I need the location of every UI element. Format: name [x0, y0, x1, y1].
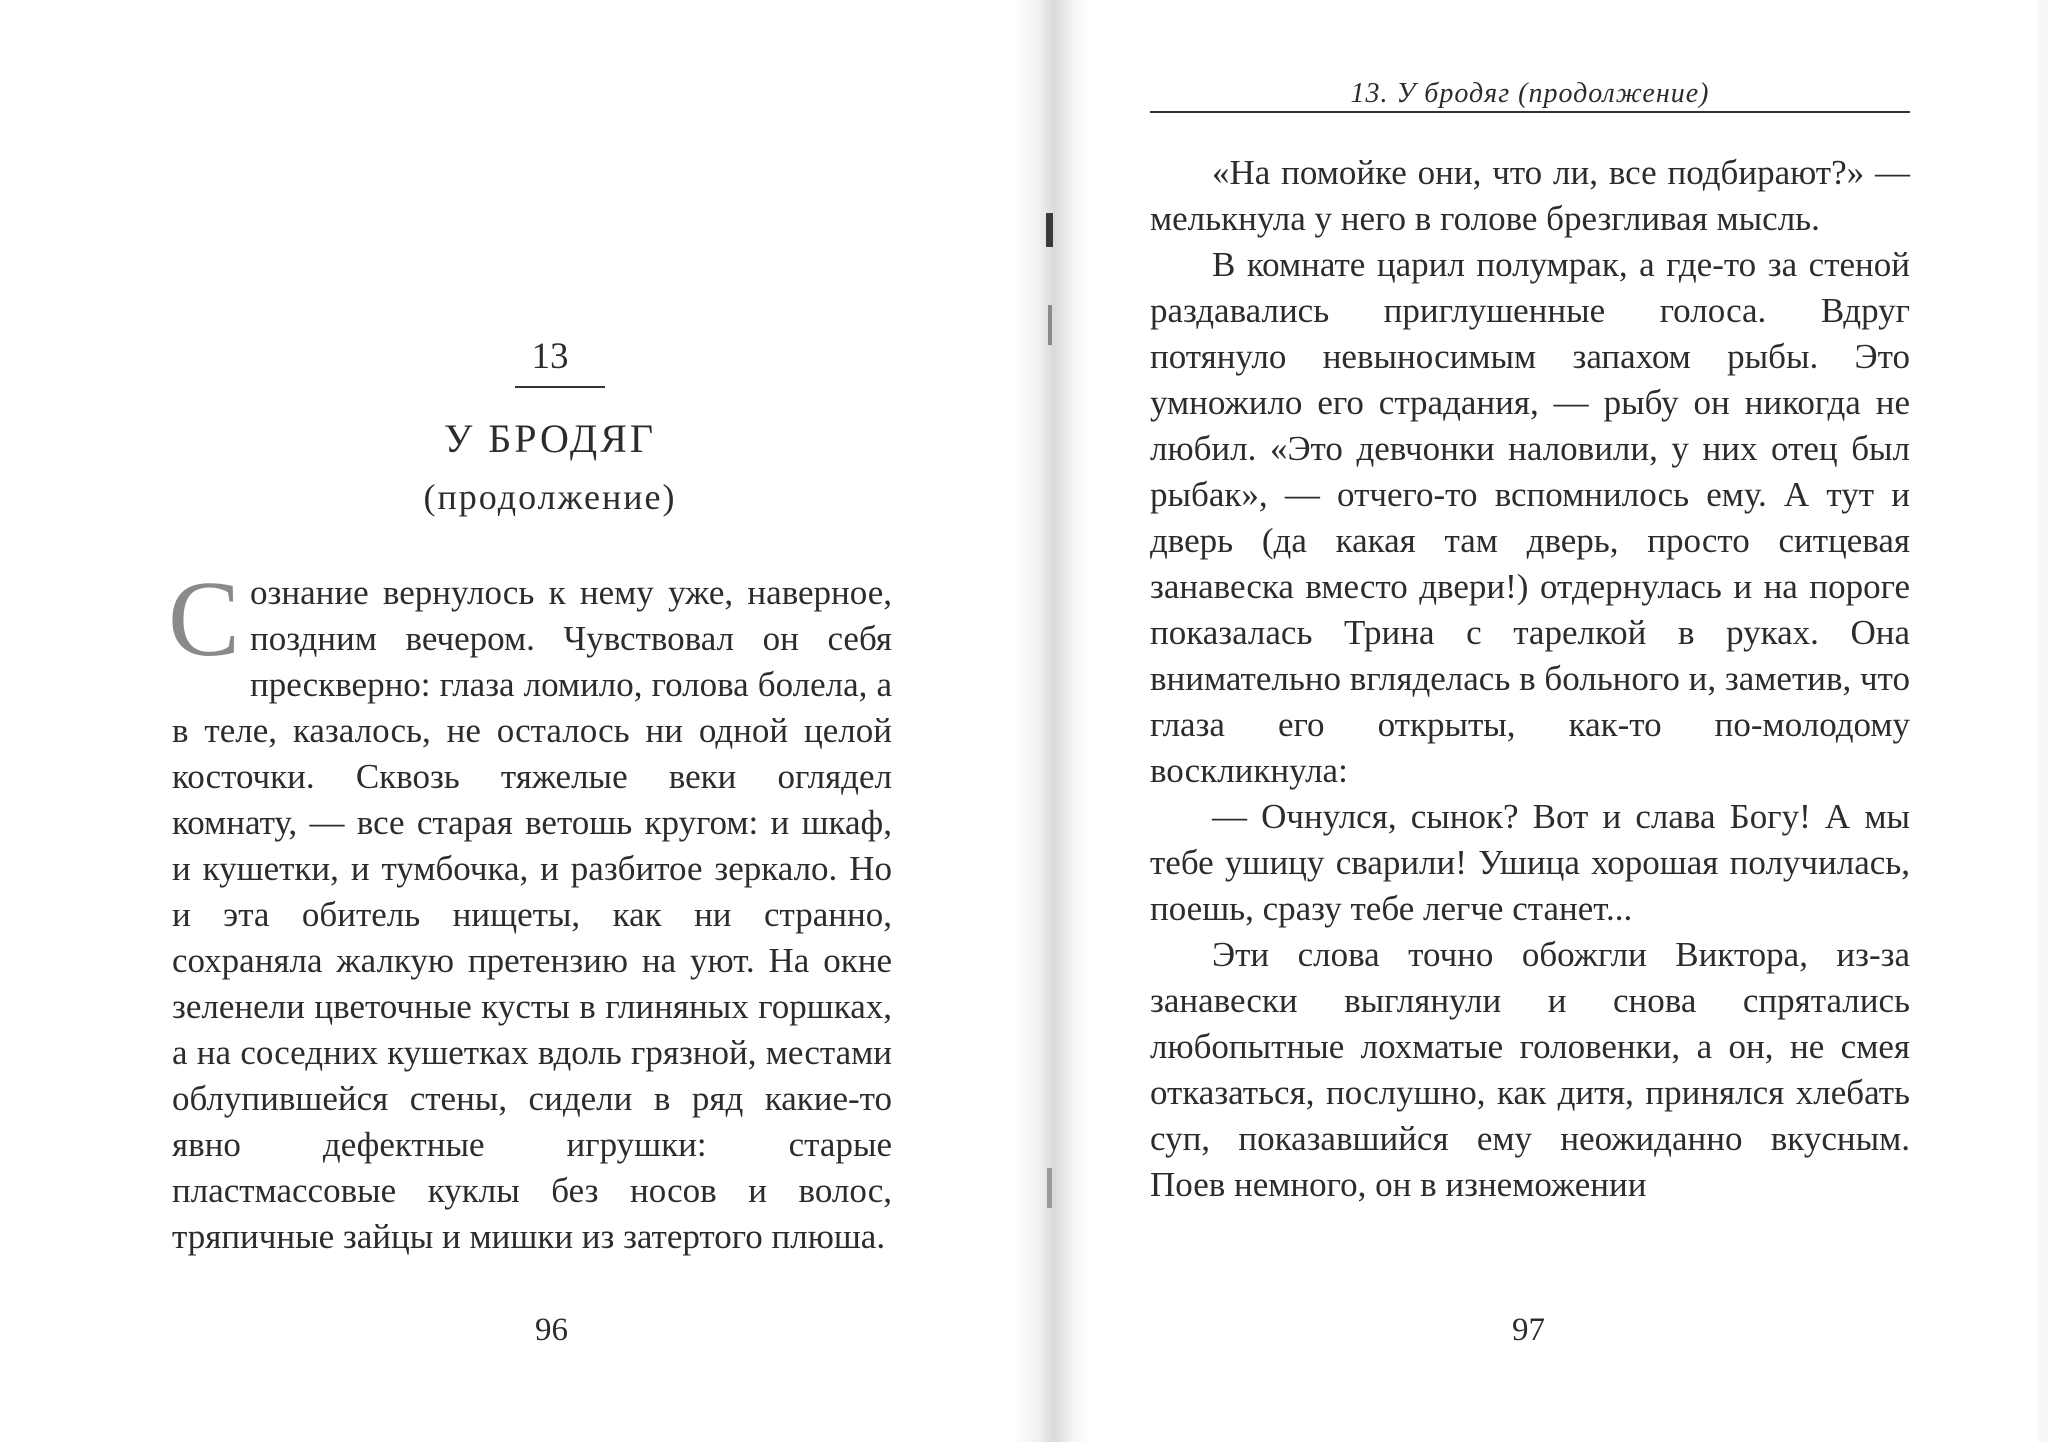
paragraph: В комнате царил полумрак, а где-то за стеной раздавались приглушенные голоса. Вдруг потянуло невыносимым запахом рыбы. Это умножило его страдания, — рыбу он никогда не любил. «Это девчонки наловили, у них отец был рыбак», — отчего-то вспомнилось ему. А тут и дверь (да какая там дверь, просто ситцевая занавеска вместо двери!) отдернулась и на пороге показалась Трина с тарелкой в руках. Она внимательно вгляделась в больного и, заметив, что глаза его открыты, как-то по-молодому воскликнула: [1150, 245, 1910, 790]
chapter-title: У БРОДЯГ [443, 416, 656, 461]
paragraph: — Очнулся, сынок? Вот и слава Богу! А мы тебе ушицу сварили! Ушица хорошая получилась, поешь, сразу тебе легче станет... [1150, 797, 1910, 928]
paragraph: Эти слова точно обожгли Виктора, из-за занавески выглянули и снова спрятались любопытные лохматые головенки, а он, не смея отказаться, послушно, как дитя, принялся хлебать суп, показавшийся ему неожиданно вкусным. Поев немного, он в изнеможении [1150, 935, 1910, 1204]
left-paragraph: ознание вернулось к нему уже, наверное, поздним вечером. Чувствовал он себя прескверно: глаза ломило, голова болела, а в теле, казалось, не осталось ни одной целой косточки. Сквозь тяжелые веки оглядел комнату, — все старая ветошь кругом: и шкаф, и кушетки, и тумбочка, и разбитое зеркало. Но и эта обитель нищеты, как ни странно, сохраняла жалкую претензию на уют. На окне зеленели цветочные кусты в глиняных горшках, а на соседних кушетках вдоль грязной, местами облупившейся стены, сидели в ряд какие-то явно дефектные игрушки: старые пластмассовые куклы без носов и волос, тряпичные зайцы и мишки из затертого плюша. [172, 573, 892, 1256]
paragraph: «На помойке они, что ли, все подбирают?» — мелькнула у него в голове брезгливая мысль. [1150, 153, 1910, 238]
running-head: 13. У бродяг (продолжение) [1350, 78, 1710, 109]
chapter-number-rule [515, 386, 605, 388]
page-number-left: 96 [535, 1312, 568, 1348]
drop-cap: С [168, 560, 241, 679]
chapter-number: 13 [531, 336, 569, 377]
left-text-block [168, 560, 892, 1260]
right-text-block [1150, 150, 1910, 1208]
left-page [150, 0, 950, 1442]
gutter-mark [1048, 305, 1052, 345]
chapter-subtitle: (продолжение) [423, 477, 677, 517]
running-head-rule [1150, 111, 1910, 113]
gutter-mark [1047, 1168, 1052, 1208]
page-number-right: 97 [1512, 1312, 1545, 1348]
right-page [1150, 0, 1915, 1442]
gutter-mark [1046, 213, 1053, 247]
page-edge [2038, 0, 2048, 1442]
